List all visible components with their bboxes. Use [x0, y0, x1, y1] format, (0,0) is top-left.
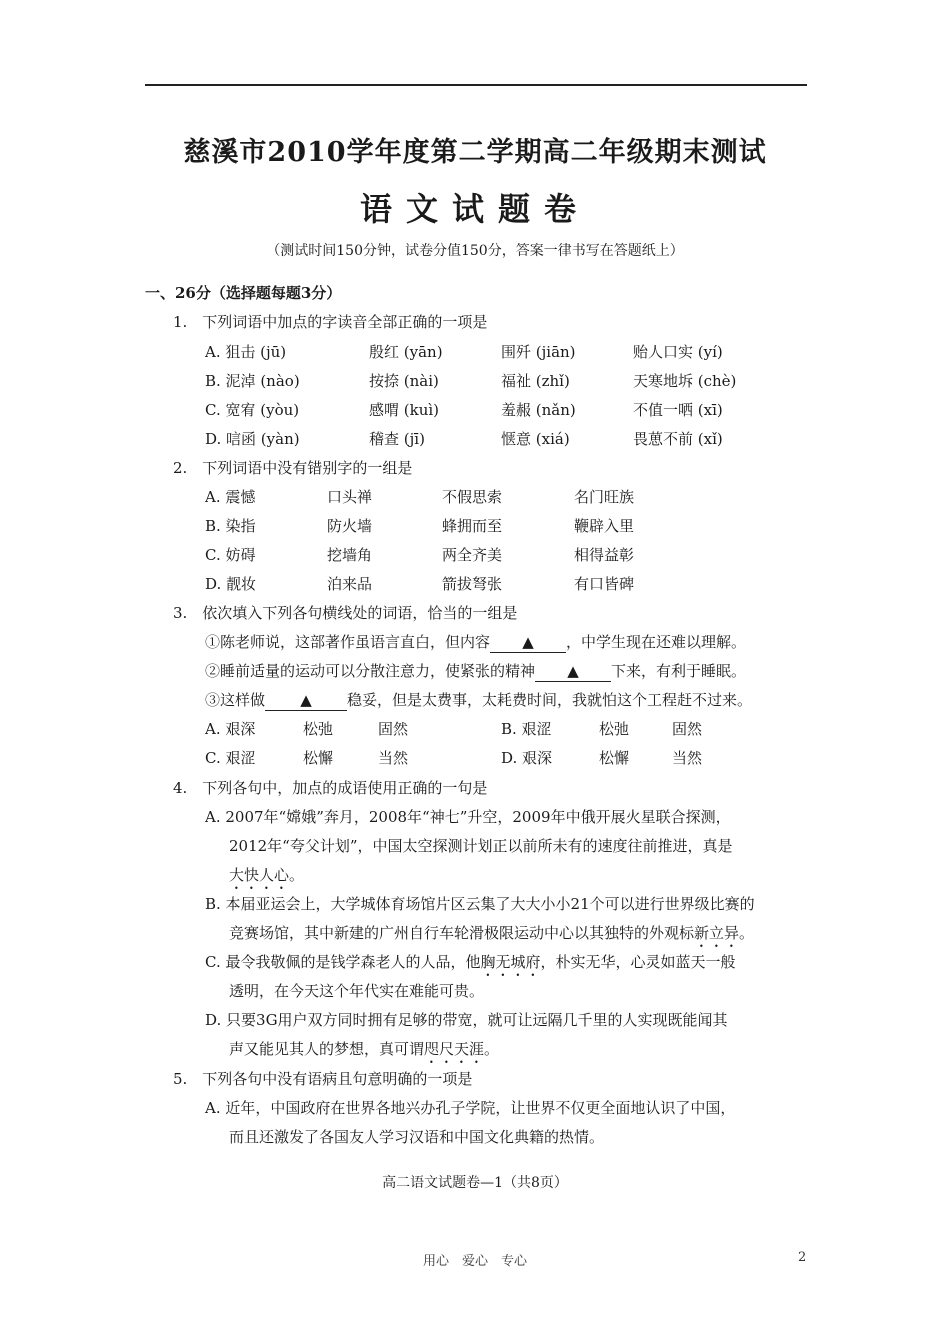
q1-d-1: D. 唁函 (yàn): [205, 430, 300, 448]
q2-a-3: 不假思索: [442, 488, 503, 506]
q2-c-1: C. 妨碍: [205, 546, 256, 564]
page-number: 2: [798, 1250, 807, 1265]
q5-a-line1: A. 近年，中国政府在世界各地兴办孔子学院，让世界不仅更全面地认识了中国，: [205, 1099, 736, 1117]
q4-c-end: ，朴实无华，心灵如蓝天一般: [540, 953, 736, 971]
q4-d-line1: D. 只要3G用户双方同时拥有足够的带宽，就可让远隔几千里的人实现既能闻其: [205, 1011, 728, 1029]
q1-d-3: 惬意 (xiá): [501, 430, 570, 448]
q1-stem: 1. 下列词语中加点的字读音全部正确的一项是: [173, 313, 488, 331]
q5-stem: 5. 下列各句中没有语病且句意明确的一项是: [173, 1070, 473, 1088]
q1-c-1: C. 宽宥 (yòu): [205, 401, 300, 419]
q2-d-3: 箭拔弩张: [442, 575, 503, 593]
q3-opt-a-1: A. 艰深: [205, 720, 256, 738]
page-footer: 高二语文试题卷—1（共8页）: [382, 1175, 568, 1191]
q1-b-4: 天寒地坼 (chè): [633, 372, 737, 390]
q1-d-2: 稽查 (jī): [369, 430, 425, 448]
q3-opt-d-2: 松懈: [599, 749, 630, 767]
q2-d-2: 泊来品: [327, 575, 373, 593]
q3-sentence-2: [205, 661, 746, 682]
q3-sentence-3: [205, 690, 752, 711]
exam-note: （测试时间150分钟，试卷分值150分，答案一律书写在答题纸上）: [266, 243, 684, 259]
q3-opt-a-2: 松弛: [303, 720, 334, 738]
q4-d-line2: [229, 1039, 499, 1067]
q1-a-3: 围歼 (jiān): [501, 343, 576, 361]
q2-b-2: 防火墙: [327, 517, 373, 535]
q4-b-start: 竞赛场馆，其中新建的广州自行车轮滑极限运动中心以其独特的外观标: [229, 924, 695, 942]
q3-opt-c-2: 松懈: [303, 749, 334, 767]
q1-d-4: 畏葸不前 (xǐ): [633, 430, 723, 448]
q2-b-1: B. 染指: [205, 517, 256, 535]
q1-c-2: 感喟 (kuì): [369, 401, 440, 419]
q4-d-end: 。: [484, 1040, 500, 1058]
q4-c-line1: [205, 952, 736, 980]
q4-d-idiom: 咫尺天涯: [424, 1040, 485, 1058]
q3-opt-b-1: B. 艰涩: [501, 720, 552, 738]
q2-d-4: 有口皆碑: [574, 575, 635, 593]
q2-a-1: A. 震憾: [205, 488, 256, 506]
q3-sentence-1: [205, 632, 746, 653]
q2-d-1: D. 靓妆: [205, 575, 257, 593]
exam-subtitle: 语文试题卷: [359, 190, 590, 228]
q1-c-4: 不值一哂 (xī): [633, 401, 723, 419]
q4-b-line2: [229, 923, 754, 951]
q3-opt-b-3: 固然: [672, 720, 703, 738]
q4-b-idiom: 新立异: [694, 924, 740, 942]
q3-s3-end: 稳妥，但是太费事，太耗费时间，我就怕这个工程赶不过来。: [347, 691, 753, 709]
header-rule: [145, 84, 807, 86]
q3-blank-1: ▲: [490, 632, 566, 653]
q5-a-line2: 而且还激发了各国友人学习汉语和中国文化典籍的热情。: [229, 1128, 605, 1146]
exam-title: 慈溪市2010学年度第二学期高二年级期末测试: [183, 137, 767, 168]
q4-stem: 4. 下列各句中，加点的成语使用正确的一句是: [173, 779, 488, 797]
q2-b-3: 蜂拥而至: [442, 517, 503, 535]
q3-opt-a-3: 固然: [378, 720, 409, 738]
q2-b-4: 鞭辟入里: [574, 517, 635, 535]
q4-a-line3: [229, 865, 304, 893]
q3-s3-start: ③这样做: [205, 691, 266, 709]
q3-opt-b-2: 松弛: [599, 720, 630, 738]
bottom-motto: 用心 爱心 专心: [422, 1254, 527, 1269]
q2-a-4: 名门旺族: [574, 488, 635, 506]
q2-c-4: 相得益彰: [574, 546, 635, 564]
q3-s1-start: ①陈老师说，这部著作虽语言直白，但内容: [205, 633, 491, 651]
q2-c-3: 两全齐美: [442, 546, 503, 564]
q1-b-3: 福祉 (zhǐ): [501, 372, 570, 390]
q4-c-line2: 透明，在今天这个年代实在难能可贵。: [229, 982, 485, 1000]
q3-s1-end: ，中学生现在还难以理解。: [566, 633, 747, 651]
q4-a-line2: 2012年“夸父计划”，中国太空探测计划正以前所未有的速度往前推进，真是: [229, 837, 733, 855]
q2-stem: 2. 下列词语中没有错别字的一组是: [173, 459, 413, 477]
q4-b-line1: B. 本届亚运会上，大学城体育场馆片区云集了大大小小21个可以进行世界级比赛的: [205, 895, 755, 913]
q1-a-1: A. 狙击 (jū): [205, 343, 287, 361]
q3-opt-c-3: 当然: [378, 749, 409, 767]
q4-b-end: 。: [739, 924, 755, 942]
q4-a-line1: A. 2007年“嫦娥”奔月，2008年“神七”升空，2009年中俄开展火星联合探测，: [205, 808, 731, 826]
q2-c-2: 挖墙角: [327, 546, 373, 564]
q1-a-4: 贻人口实 (yí): [633, 343, 723, 361]
q3-s2-start: ②睡前适量的运动可以分散注意力，使紧张的精神: [205, 662, 536, 680]
q3-opt-d-1: D. 艰深: [501, 749, 553, 767]
q3-opt-c-1: C. 艰涩: [205, 749, 256, 767]
q3-stem: 3. 依次填入下列各句横线处的词语，恰当的一组是: [173, 604, 518, 622]
q2-a-2: 口头禅: [327, 488, 373, 506]
q3-s2-end: 下来，有利于睡眠。: [611, 662, 747, 680]
q4-d-start: 声又能见其人的梦想，真可谓: [229, 1040, 425, 1058]
section-heading: 一、26分（选择题每题3分）: [145, 284, 342, 302]
q1-c-3: 羞赧 (nǎn): [501, 401, 576, 419]
q4-c-start: C. 最令我敬佩的是钱学森老人的人品，他: [205, 953, 481, 971]
q1-a-2: 殷红 (yān): [369, 343, 443, 361]
q4-a-end: 。: [289, 866, 305, 884]
q4-c-idiom: 胸无城府: [480, 953, 541, 971]
q3-opt-d-3: 当然: [672, 749, 703, 767]
q4-a-idiom: 大快人心: [229, 866, 290, 884]
q1-b-1: B. 泥淖 (nào): [205, 372, 300, 390]
q3-blank-3: ▲: [265, 690, 347, 711]
q1-b-2: 按捺 (nài): [369, 372, 439, 390]
q3-blank-2: ▲: [535, 661, 611, 682]
